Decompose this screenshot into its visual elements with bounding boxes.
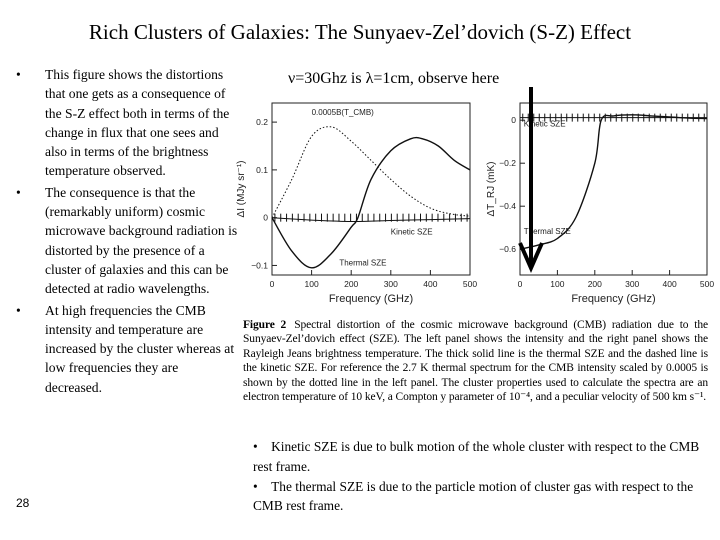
bullet-dot: • (16, 67, 21, 82)
caption-label: Figure 2 (243, 319, 287, 331)
bullet-list (16, 65, 238, 399)
bullet-item (16, 65, 238, 181)
y-axis-label: ΔI (MJy sr⁻¹) (236, 160, 247, 218)
bullet-item (16, 183, 238, 299)
chart-annotation: 0.0005B(T_CMB) (311, 107, 374, 117)
x-tick-label: 200 (344, 279, 359, 289)
x-tick-label: 400 (423, 279, 438, 289)
chart-annotation: Thermal SZE (523, 227, 571, 237)
sze-note-kinetic (253, 437, 713, 477)
slide-title: Rich Clusters of Galaxies: The Sunyaev-Zel’dovich (S-Z) Effect (88, 20, 632, 44)
x-tick-label: 400 (662, 279, 677, 289)
note-text: Kinetic SZE is due to bulk motion of the whole cluster with respect to the CMB rest frame. (253, 439, 700, 474)
x-tick-label: 0 (517, 279, 523, 289)
x-tick-label: 100 (550, 279, 565, 289)
y-tick-label: 0.2 (256, 117, 268, 128)
figure-caption (243, 318, 708, 404)
sze-notes (253, 437, 713, 516)
note-text: The thermal SZE is due to the particle motion of cluster gas with respect to the CMB rest frame. (253, 478, 694, 514)
bullet-dot: • (16, 302, 21, 318)
note-bullet: • (253, 439, 258, 454)
series-line (272, 218, 470, 222)
note-bullet: • (253, 478, 258, 494)
x-tick-label: 500 (462, 279, 478, 289)
bullet-text: The consequence is that the (remarkably uniform) cosmic microwave background radiation is distorted by the presence of a cluster of galaxies and this can be detected at radio wavelengths. (45, 184, 238, 297)
arrow-icon (514, 85, 548, 275)
x-tick-label: 200 (587, 279, 602, 289)
y-tick-label: 0 (263, 212, 268, 223)
chart-annotation: Thermal SZE (339, 258, 387, 268)
page-number: 28 (16, 496, 30, 510)
bullet-item (16, 301, 238, 397)
chart-annotation: Kinetic SZE (523, 119, 566, 129)
chart-annotation: Kinetic SZE (390, 227, 433, 237)
bullet-dot: • (16, 184, 21, 200)
series-line (272, 127, 470, 218)
x-tick-label: 100 (304, 279, 319, 289)
bullet-text: This figure shows the distortions that one gets as a consequence of the S-Z effect both in terms of the change in flux that one sees and also in terms of the brightness temperature observed. (45, 67, 230, 179)
x-tick-label: 0 (269, 279, 275, 289)
y-tick-label: 0 (511, 115, 516, 126)
sze-note-thermal (253, 477, 713, 517)
y-axis-label: ΔT_RJ (mK) (486, 161, 497, 217)
y-tick-label: 0.1 (256, 164, 268, 175)
y-tick-label: −0.6 (499, 244, 516, 255)
plot-frame (520, 103, 707, 275)
bullet-text: At high frequencies the CMB intensity and temperature are increased by the cluster whereas at low frequencies they are decreased. (45, 302, 235, 395)
x-tick-label: 500 (699, 279, 715, 289)
left-chart-intensity (232, 95, 482, 310)
x-axis-label: Frequency (GHz) (328, 293, 414, 305)
x-tick-label: 300 (383, 279, 398, 289)
x-axis-label: Frequency (GHz) (571, 293, 656, 305)
y-tick-label: −0.4 (499, 201, 516, 212)
y-tick-label: −0.2 (499, 158, 516, 169)
y-tick-label: −0.1 (251, 260, 268, 271)
frequency-note: ν=30Ghz is λ=1cm, observe here (288, 70, 500, 87)
caption-text: Spectral distortion of the cosmic microwave background (CMB) radiation due to the Sunyaev-Zel’dovich effect (SZE). The left panel shows the intensity and the right panel shows the Rayleigh Jeans brightness temperature. The thick solid line is the thermal SZE and the dashed line is the kinetic SZE. For reference the 2.7 K thermal spectrum for the CMB intensity scaled by 0.0005 is shown by the dotted line in the left panel. The cluster properties used to calculate the spectra are an electron temperature of 10 keV, a Compton y parameter of 10⁻⁴, and a peculiar velocity of 500 km s⁻¹. (243, 319, 708, 404)
plot-frame (272, 103, 470, 275)
x-tick-label: 300 (625, 279, 640, 289)
